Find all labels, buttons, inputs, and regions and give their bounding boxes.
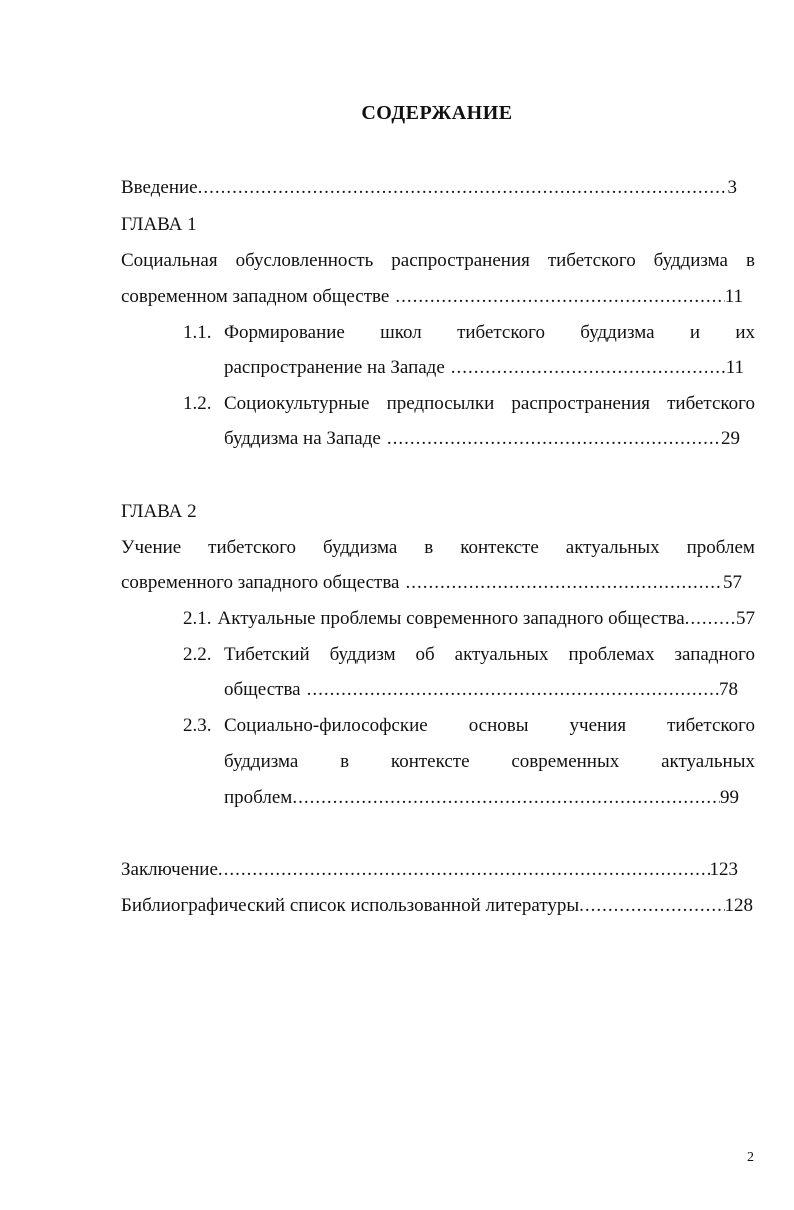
toc-entry-page: 57 — [723, 572, 742, 593]
chapter-2-heading: ГЛАВА 2 — [121, 501, 197, 522]
toc-entry-label: Заключение — [121, 859, 218, 880]
toc-entry-label: Библиографический список использованной литературы — [121, 895, 580, 916]
section-number: 1.2. — [183, 393, 212, 414]
toc-entry-page: 11 — [724, 286, 743, 307]
word: актуальных — [565, 537, 660, 558]
dot-leader — [387, 427, 721, 451]
word: западного — [674, 644, 755, 665]
dot-leader — [292, 786, 720, 810]
dot-leader — [451, 356, 726, 380]
dot-leader — [218, 858, 710, 882]
word: тибетского — [667, 393, 755, 414]
word: актуальных — [661, 751, 755, 772]
toc-entry-page: 99 — [720, 787, 739, 808]
word: в — [745, 250, 755, 271]
word: тибетского — [457, 322, 545, 343]
word: распространения — [391, 250, 530, 271]
chapter-1-title-line-1 — [121, 249, 755, 273]
word: в — [340, 751, 350, 772]
word: Учение — [121, 537, 182, 558]
toc-entry-label: буддизма на Западе — [224, 428, 381, 449]
word: школ — [380, 322, 422, 343]
word: буддизма — [224, 751, 299, 772]
word: тибетского — [667, 715, 755, 736]
toc-entry-label: Введение — [121, 177, 198, 198]
word: тибетского — [208, 537, 297, 558]
word: Социокультурные — [224, 393, 370, 414]
toc-entry-page: 123 — [709, 859, 738, 880]
dot-leader — [579, 894, 724, 918]
word: распространения — [511, 393, 651, 414]
word: Социальная — [121, 250, 218, 271]
section-number: 2.2. — [183, 644, 212, 665]
word: современных — [511, 751, 620, 772]
word: контексте — [460, 537, 539, 558]
word: Социально-философские — [224, 715, 428, 736]
word: буддизма — [323, 537, 398, 558]
toc-entry-page: 128 — [724, 895, 753, 916]
chapter-1-title-line-2 — [121, 285, 743, 309]
toc-entry-page: 78 — [719, 679, 738, 700]
section-2-2-line-1 — [224, 643, 755, 667]
chapter-1-heading: ГЛАВА 1 — [121, 214, 197, 235]
dot-leader — [406, 571, 724, 595]
page-number: 2 — [747, 1150, 754, 1165]
toc-entry-conclusion — [121, 858, 738, 882]
word: об — [415, 644, 435, 665]
toc-entry-label: общества — [224, 679, 301, 700]
toc-entry-label: современного западного общества — [121, 572, 400, 593]
section-2-3-line-1 — [224, 714, 755, 738]
toc-entry-page: 57 — [736, 608, 755, 629]
toc-entry-label: Актуальные проблемы современного западного общества — [217, 608, 685, 629]
word: проблемах — [568, 644, 655, 665]
word: актуальных — [454, 644, 549, 665]
word: предпосылки — [386, 393, 495, 414]
dot-leader — [685, 607, 736, 631]
word: тибетского — [547, 250, 636, 271]
section-1-1-line-2 — [224, 356, 744, 380]
chapter-2-title-line-2 — [121, 571, 742, 595]
section-2-2-line-2 — [224, 678, 738, 702]
word: обусловленность — [235, 250, 374, 271]
toc-entry-page: 29 — [721, 428, 740, 449]
word: в — [424, 537, 434, 558]
word: буддизма — [653, 250, 728, 271]
toc-entry-label: проблем — [224, 787, 293, 808]
toc-entry-label: распространение на Западе — [224, 357, 445, 378]
word: буддизм — [329, 644, 396, 665]
toc-entry-label: современном западном обществе — [121, 286, 390, 307]
toc-entry-intro — [121, 176, 737, 200]
toc-title: СОДЕРЖАНИЕ — [361, 102, 513, 124]
section-2-3-line-2 — [224, 750, 755, 774]
toc-entry-bibliography — [121, 894, 753, 918]
dot-leader — [307, 678, 719, 702]
dot-leader — [395, 285, 724, 309]
word: Формирование — [224, 322, 345, 343]
section-number: 1.1. — [183, 322, 212, 343]
section-1-1-line-1 — [224, 321, 755, 345]
word: учения — [569, 715, 627, 736]
section-number: 2.1. — [183, 608, 212, 629]
dot-leader — [198, 176, 728, 200]
word: их — [735, 322, 755, 343]
section-1-2-line-1 — [224, 392, 755, 416]
section-2-1 — [183, 607, 755, 631]
toc-entry-page: 11 — [725, 357, 744, 378]
word: буддизма — [580, 322, 655, 343]
word: основы — [468, 715, 529, 736]
toc-entry-page: 3 — [727, 177, 737, 198]
word: и — [689, 322, 701, 343]
section-2-3-line-3 — [224, 786, 739, 810]
word: Тибетский — [224, 644, 310, 665]
word: контексте — [390, 751, 470, 772]
chapter-2-title-line-1 — [121, 536, 755, 560]
section-1-2-line-2 — [224, 427, 740, 451]
section-number: 2.3. — [183, 715, 212, 736]
word: проблем — [686, 537, 755, 558]
